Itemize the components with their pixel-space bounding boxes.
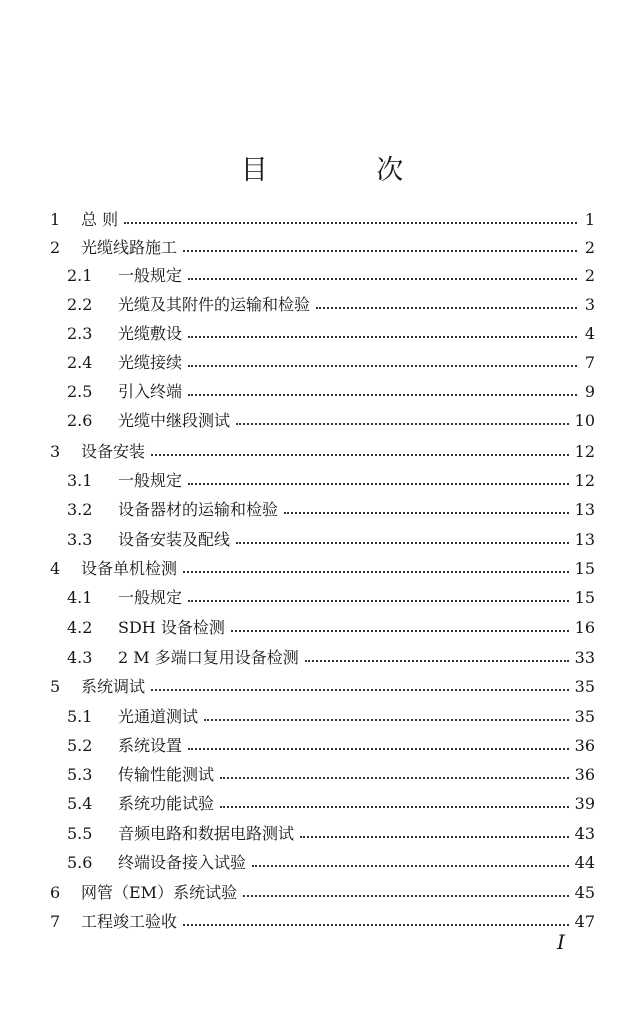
toc-entry[interactable] (67, 787, 595, 813)
toc-entry-label: 光缆敷设 (118, 324, 183, 343)
toc-entry[interactable] (67, 404, 595, 430)
dot-leader (124, 221, 577, 224)
toc-entry[interactable] (67, 464, 595, 490)
toc-entry-page: 7 (584, 353, 595, 372)
toc-entry-number: 3 (50, 442, 61, 461)
dot-leader (316, 306, 577, 309)
toc-entry-label: 音频电路和数据电路测试 (118, 824, 295, 843)
toc-entry[interactable] (67, 817, 595, 843)
dot-leader (183, 249, 577, 252)
toc-entry-label: 一般规定 (118, 588, 183, 607)
toc-entry[interactable] (67, 641, 595, 667)
toc-entry-label: 总 则 (81, 210, 119, 229)
toc-entry[interactable] (50, 435, 595, 461)
toc-entry[interactable] (67, 375, 595, 401)
toc-entry-page: 1 (584, 210, 595, 229)
toc-entry-label: 设备安装 (81, 442, 146, 461)
toc-entry-label: 光缆接续 (118, 353, 183, 372)
toc-entry-label: 光缆中继段测试 (118, 411, 231, 430)
toc-entry[interactable] (67, 758, 595, 784)
dot-leader (236, 541, 569, 544)
toc-entry[interactable] (67, 317, 595, 343)
toc-entry-label: 终端设备接入试验 (118, 853, 247, 872)
toc-entry[interactable] (67, 523, 595, 549)
toc-entry-page: 15 (574, 588, 595, 607)
toc-entry[interactable] (67, 288, 595, 314)
dot-leader (231, 629, 569, 632)
dot-leader (220, 776, 569, 779)
dot-leader (300, 835, 569, 838)
toc-entry-label: 光通道测试 (118, 707, 199, 726)
toc-entry-number: 5.6 (67, 853, 93, 872)
toc-entry-label: 系统设置 (118, 736, 183, 755)
toc-entry-number: 7 (50, 912, 61, 931)
toc-entry-label: 工程竣工验收 (81, 912, 178, 931)
toc-entry-number: 6 (50, 883, 61, 902)
toc-entry[interactable] (50, 905, 595, 931)
dot-leader (151, 688, 569, 691)
dot-leader (305, 659, 569, 662)
toc-entry-label: 一般规定 (118, 471, 183, 490)
toc-entry-page: 13 (574, 500, 595, 519)
toc-entry-number: 4.3 (67, 648, 93, 667)
toc-entry[interactable] (67, 581, 595, 607)
toc-entry-number: 3.2 (67, 500, 93, 519)
dot-leader (188, 747, 569, 750)
dot-leader (188, 599, 569, 602)
toc-entry-page: 33 (574, 648, 595, 667)
toc-entry-page: 43 (574, 824, 595, 843)
dot-leader (188, 335, 577, 338)
toc-entry[interactable] (67, 611, 595, 637)
page-number: I (557, 930, 565, 954)
page-title: 目 次 (240, 155, 454, 186)
dot-leader (236, 422, 569, 425)
toc-entry-label: 设备单机检测 (81, 559, 178, 578)
dot-leader (183, 923, 569, 926)
toc-entry-number: 5.4 (67, 794, 93, 813)
dot-leader (188, 364, 577, 367)
toc-entry-page: 45 (574, 883, 595, 902)
toc-entry-label: 系统功能试验 (118, 794, 215, 813)
toc-entry-page: 13 (574, 530, 595, 549)
toc-entry-page: 15 (574, 559, 595, 578)
toc-entry-page: 35 (574, 707, 595, 726)
toc-entry-page: 35 (574, 677, 595, 696)
toc-entry[interactable] (67, 259, 595, 285)
toc-entry-page: 36 (574, 765, 595, 784)
toc-entry[interactable] (50, 670, 595, 696)
toc-entry-label: 2 M 多端口复用设备检测 (118, 648, 299, 667)
toc-entry-number: 5.5 (67, 824, 93, 843)
dot-leader (284, 511, 569, 514)
toc-entry-number: 2.5 (67, 382, 93, 401)
toc-entry-page: 9 (584, 382, 595, 401)
toc-entry[interactable] (50, 876, 595, 902)
toc-entry-label: SDH 设备检测 (118, 618, 225, 637)
toc-entry-label: 网管（EM）系统试验 (81, 883, 238, 902)
toc-entry[interactable] (50, 231, 595, 257)
toc-entry-page: 44 (574, 853, 595, 872)
toc-entry-page: 4 (584, 324, 595, 343)
toc-entry[interactable] (50, 552, 595, 578)
toc-entry-number: 2.1 (67, 266, 93, 285)
toc-entry-number: 2.2 (67, 295, 93, 314)
toc-entry-number: 4.2 (67, 618, 93, 637)
toc-entry-page: 39 (574, 794, 595, 813)
toc-entry-label: 传输性能测试 (118, 765, 215, 784)
toc-entry-label: 设备安装及配线 (118, 530, 231, 549)
dot-leader (183, 570, 569, 573)
toc-entry-label: 一般规定 (118, 266, 183, 285)
toc-entry-number: 5.1 (67, 707, 93, 726)
toc-entry[interactable] (67, 493, 595, 519)
dot-leader (243, 894, 569, 897)
toc-entry-page: 36 (574, 736, 595, 755)
toc-entry-number: 2.4 (67, 353, 93, 372)
toc-entry-number: 5.2 (67, 736, 93, 755)
toc-entry-page: 12 (574, 471, 595, 490)
dot-leader (204, 718, 569, 721)
toc-entry[interactable] (67, 700, 595, 726)
toc-entry-number: 3.3 (67, 530, 93, 549)
toc-entry[interactable] (50, 203, 595, 229)
dot-leader (220, 805, 569, 808)
toc-entry-label: 光缆及其附件的运输和检验 (118, 295, 311, 314)
dot-leader (188, 277, 577, 280)
toc-entry[interactable] (67, 346, 595, 372)
toc-entry-page: 2 (584, 238, 595, 257)
toc-entry-label: 引入终端 (118, 382, 183, 401)
dot-leader (188, 393, 577, 396)
toc-entry-number: 4.1 (67, 588, 93, 607)
toc-entry-page: 16 (574, 618, 595, 637)
toc-entry-label: 设备器材的运输和检验 (118, 500, 279, 519)
dot-leader (252, 864, 569, 867)
toc-entry-number: 5.3 (67, 765, 93, 784)
toc-entry-label: 系统调试 (81, 677, 146, 696)
toc-entry-number: 4 (50, 559, 61, 578)
toc-entry[interactable] (67, 846, 595, 872)
toc-entry-page: 47 (574, 912, 595, 931)
toc-entry[interactable] (67, 729, 595, 755)
toc-entry-number: 2.3 (67, 324, 93, 343)
toc-entry-page: 12 (574, 442, 595, 461)
toc-entry-number: 2.6 (67, 411, 93, 430)
toc-entry-number: 1 (50, 210, 61, 229)
toc-entry-number: 2 (50, 238, 61, 257)
toc-entry-page: 10 (574, 411, 595, 430)
toc-entry-number: 5 (50, 677, 61, 696)
toc-entry-page: 2 (584, 266, 595, 285)
dot-leader (188, 482, 569, 485)
toc-entry-label: 光缆线路施工 (81, 238, 178, 257)
dot-leader (151, 453, 569, 456)
toc-entry-number: 3.1 (67, 471, 93, 490)
toc-entry-page: 3 (584, 295, 595, 314)
